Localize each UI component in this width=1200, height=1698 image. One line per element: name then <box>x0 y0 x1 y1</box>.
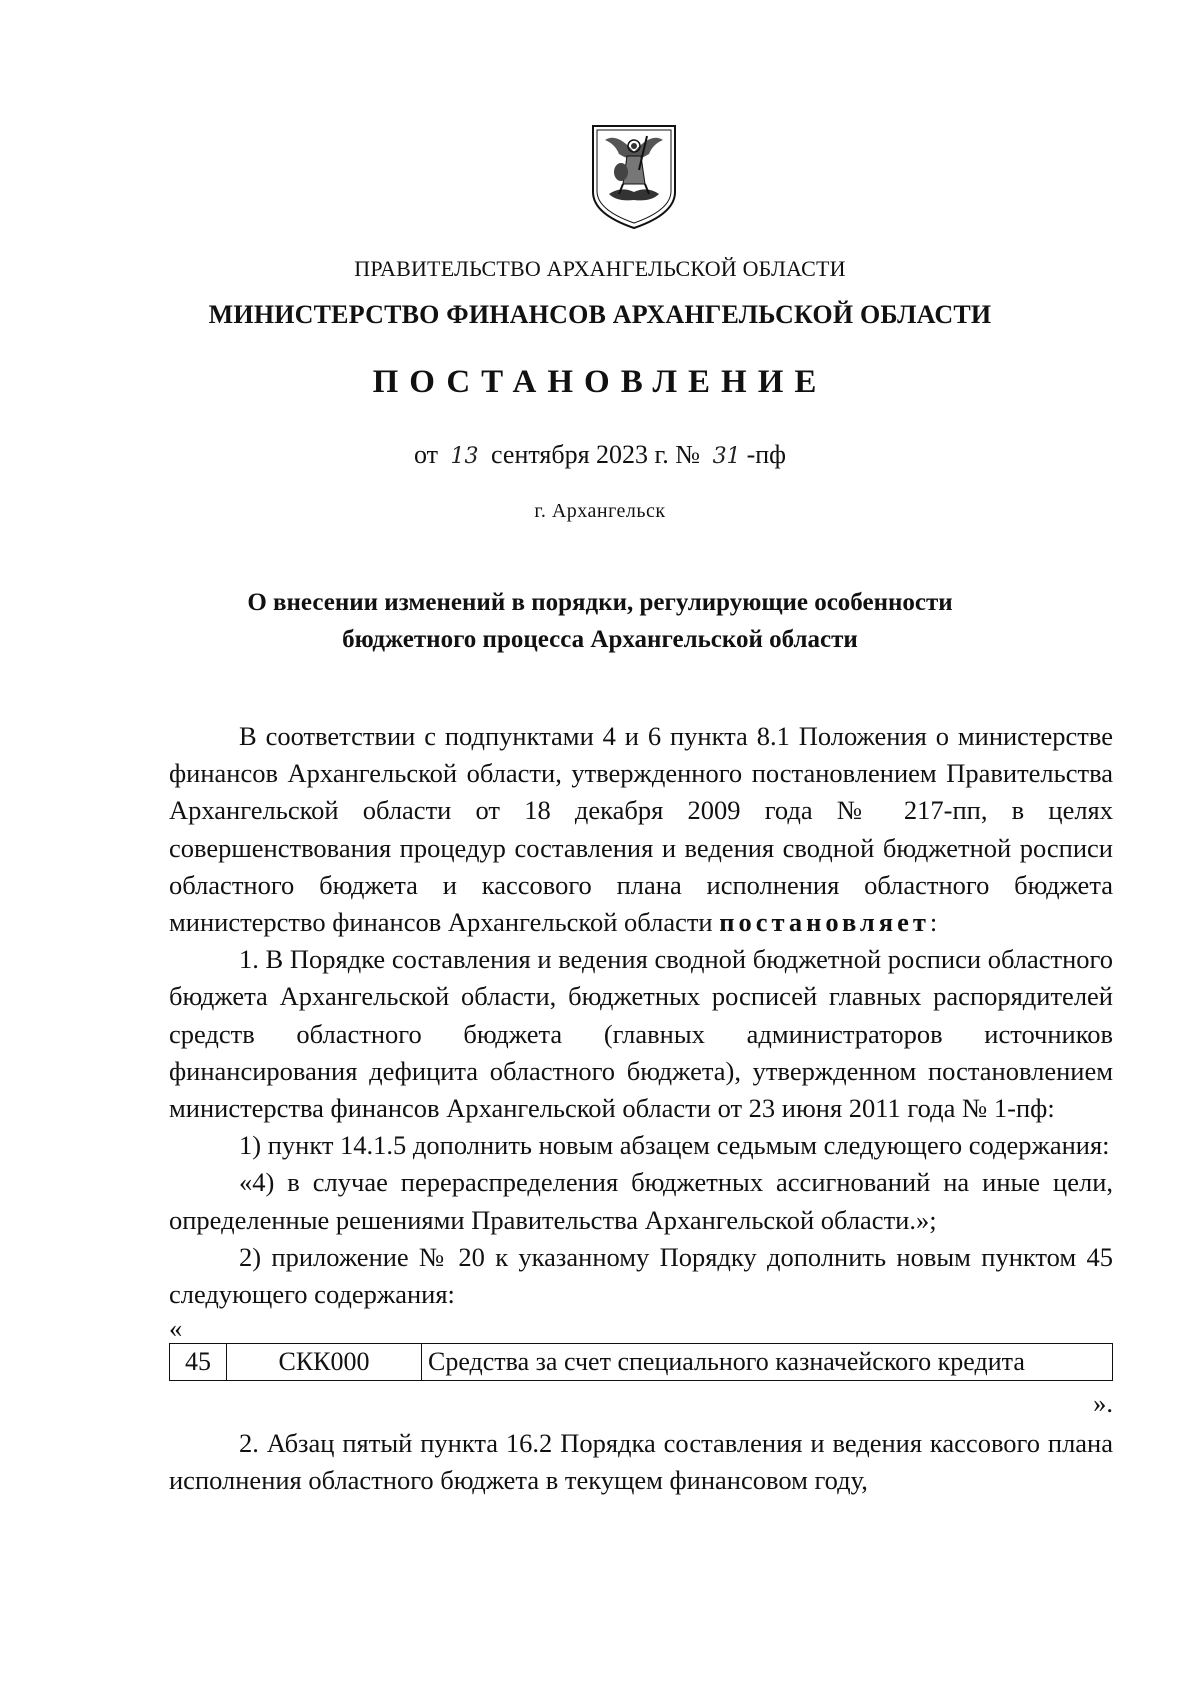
date-prefix: от <box>414 440 439 469</box>
date-day: 13 <box>450 444 479 469</box>
document-subject <box>0 584 1200 658</box>
document-dateline <box>0 440 1200 470</box>
number-suffix: -пф <box>746 440 786 469</box>
quote-close: ». <box>1093 1388 1113 1419</box>
subject-line-1: О внесении изменений в порядки, регулирующие особенности <box>247 589 953 616</box>
subject-line-2: бюджетного процесса Архангельской области <box>342 626 858 653</box>
ministry-name: МИНИСТЕРСТВО ФИНАНСОВ АРХАНГЕЛЬСКОЙ ОБЛАСТИ <box>208 300 992 329</box>
item-1-1-paragraph: 1) пункт 14.1.5 дополнить новым абзацем седьмым следующего содержания: <box>239 1130 1110 1161</box>
item-1-1-quote: «4) в случае перераспределения бюджетных ассигнований на иные цели, определенные решениями Правительства Архангельской области.»; <box>169 1167 1113 1235</box>
coat-of-arms-icon <box>587 122 681 232</box>
row-number-cell: 45 <box>170 1344 227 1381</box>
row-code-cell: СКК000 <box>227 1344 422 1381</box>
government-name: ПРАВИТЕЛЬСТВО АРХАНГЕЛЬСКОЙ ОБЛАСТИ <box>354 256 846 281</box>
item-2-paragraph: 2. Абзац пятый пункта 16.2 Порядка составления и ведения кассового плана исполнения областного бюджета в текущем финансовом году, <box>169 1428 1113 1496</box>
row-description-cell: Средства за счет специального казначейского кредита <box>422 1344 1113 1381</box>
table-row <box>170 1344 1113 1381</box>
preamble-paragraph <box>169 718 1113 941</box>
decree-colon: : <box>929 907 938 938</box>
date-rest: сентября 2023 г. № <box>491 440 701 469</box>
city: г. Архангельск <box>534 500 666 522</box>
document-type: ПОСТАНОВЛЕНИЕ <box>372 364 828 400</box>
document-number: 31 <box>712 444 741 469</box>
preamble-text: В соответствии с подпунктами 4 и 6 пункта 8.1 Положения о министерстве финансов Архангельской области, утвержденного постановлением Правительства Архангельской области от 18 декабря 2009 года № 217-пп, в целях совершенствования процедур составления и ведения сводной бюджетной росписи областного бюджета и кассового плана исполнения областного бюджета министерство финансов Архангельской области <box>169 721 1113 938</box>
item-1-paragraph: 1. В Порядке составления и ведения сводной бюджетной росписи областного бюджета Архангельской области, бюджетных росписей главных распорядителей средств областного бюджета (главных администраторов источников финансирования дефицита областного бюджета), утвержденном постановлением министерства финансов Архангельской области от 23 июня 2011 года № 1-пф: <box>169 944 1113 1124</box>
decree-word: постановляет <box>719 907 930 938</box>
quote-open: « <box>169 1313 183 1344</box>
inserted-row-table <box>169 1343 1113 1381</box>
item-1-2-paragraph: 2) приложение № 20 к указанному Порядку дополнить новым пунктом 45 следующего содержания: <box>169 1241 1113 1310</box>
document-body <box>169 718 1113 1500</box>
